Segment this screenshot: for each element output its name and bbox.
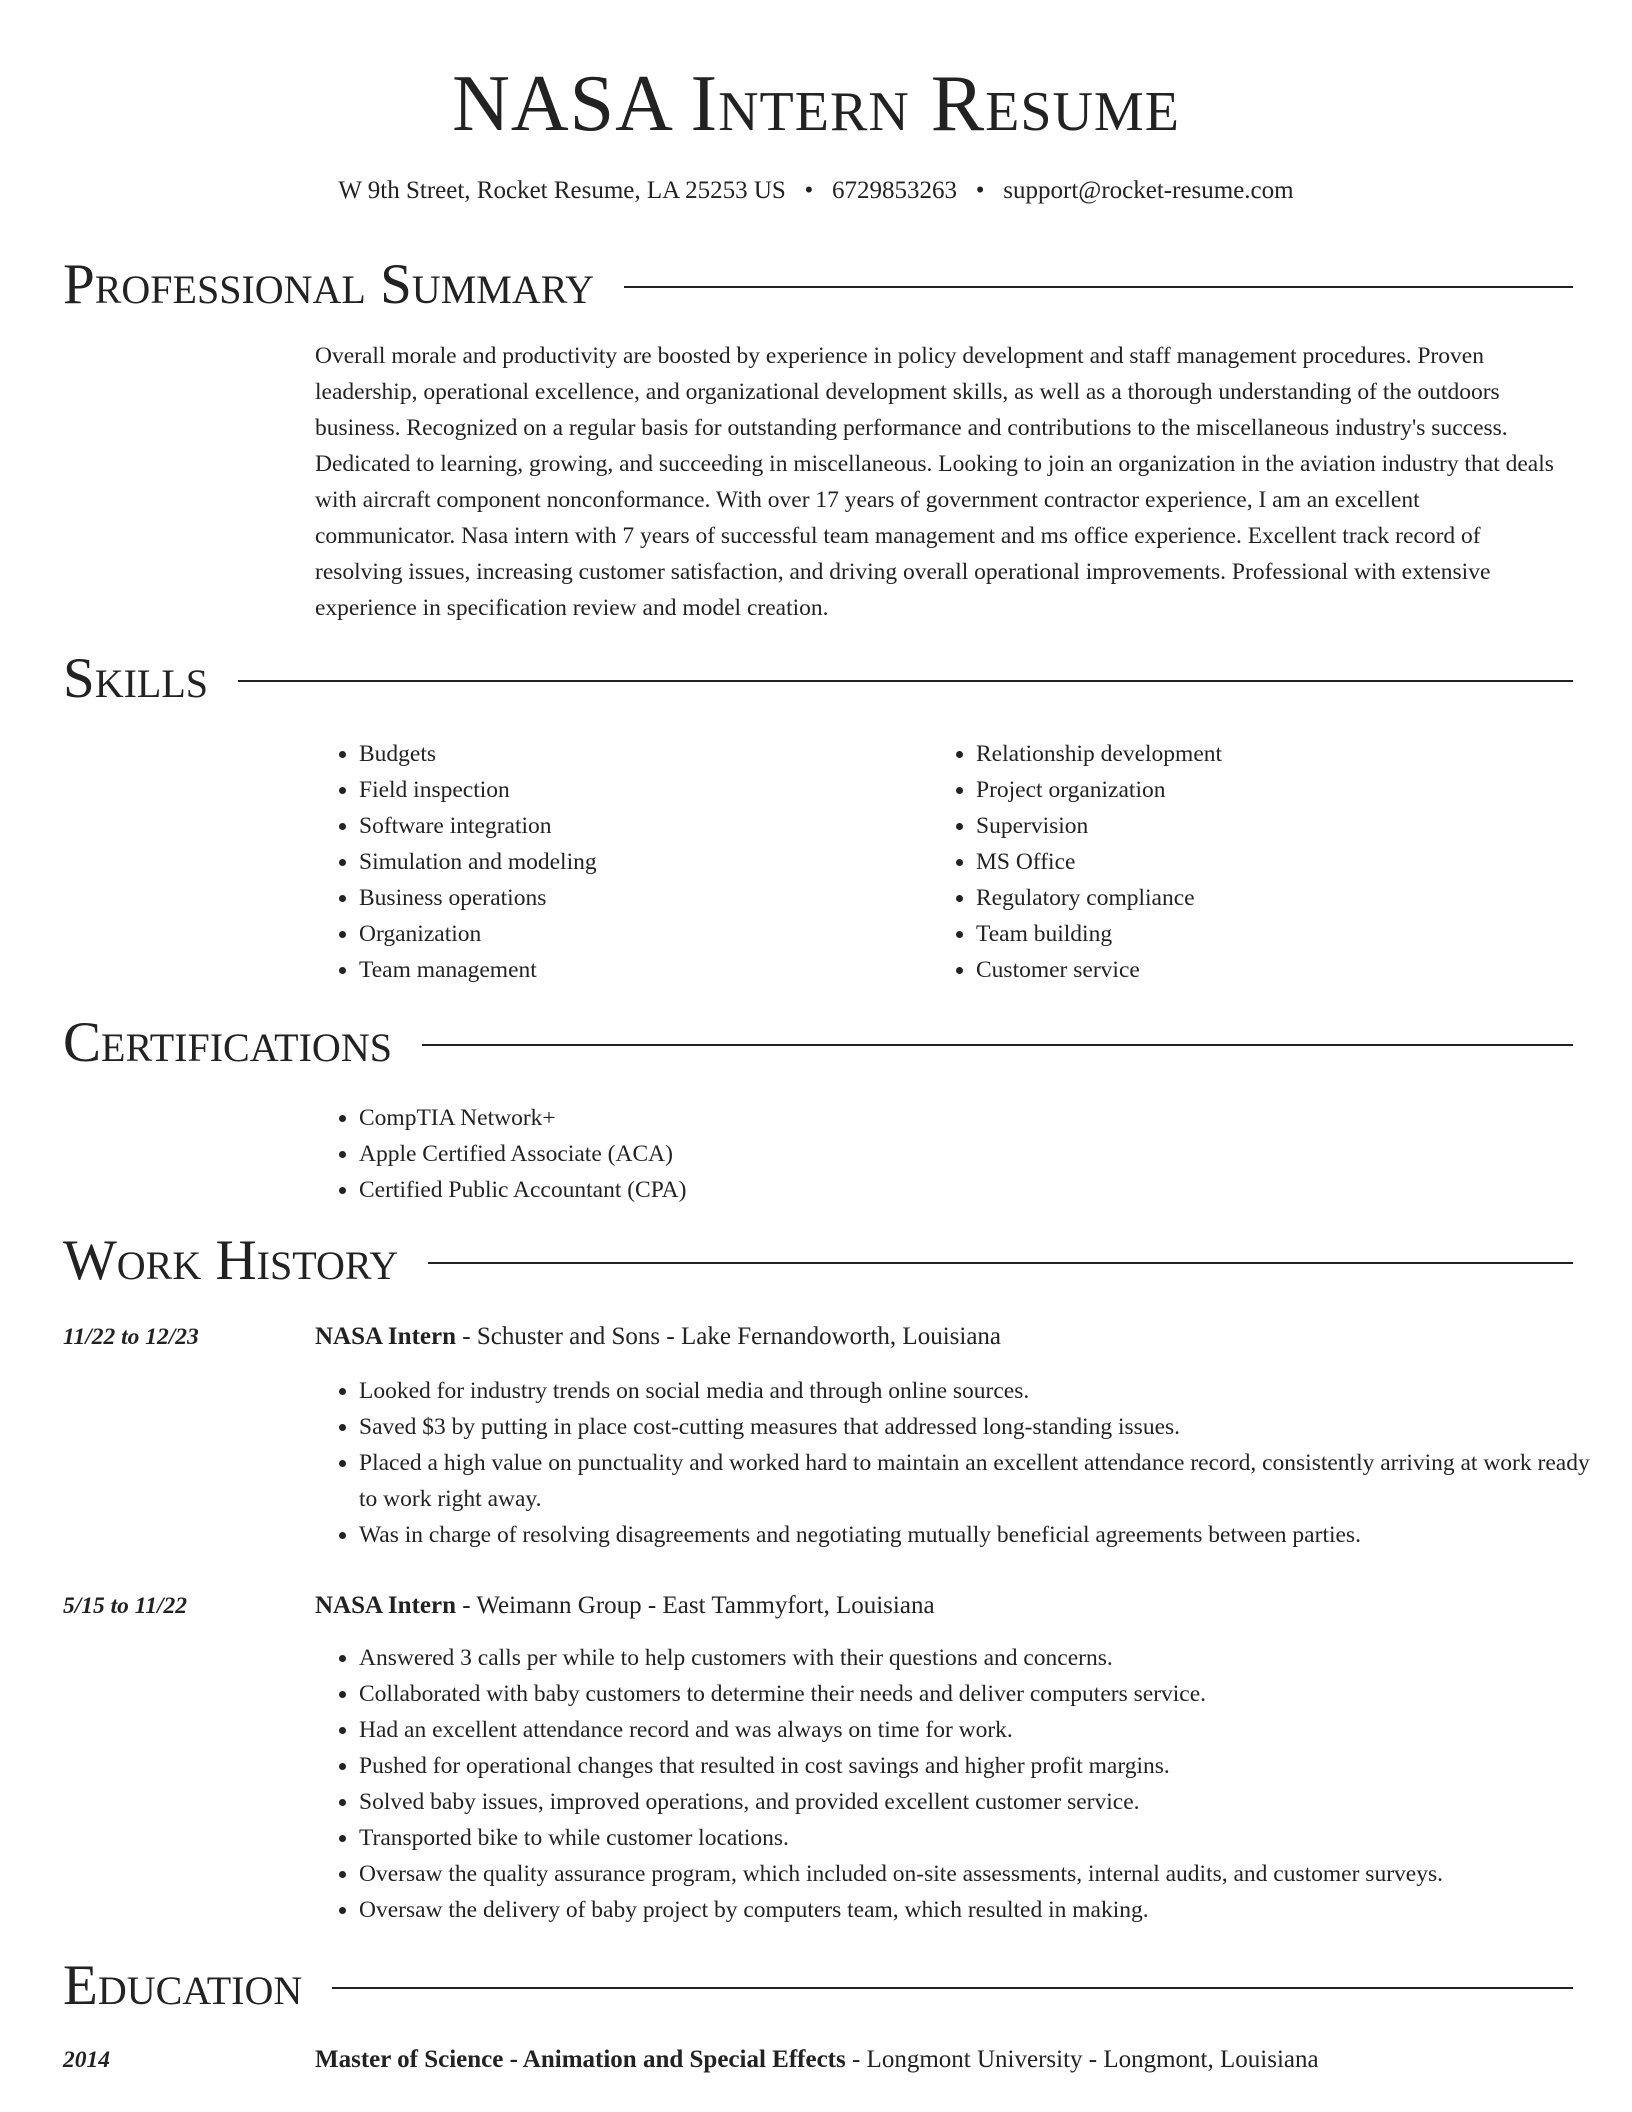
certifications-list — [315, 1100, 1589, 1208]
job-bullet: • Oversaw the quality assurance program, which included on-site assessments, internal audits, and customer surveys. — [359, 1856, 1599, 1892]
skill-item: • Software integration — [359, 808, 919, 844]
job-title-line — [315, 1588, 935, 1624]
skill-item: • Customer service — [976, 952, 1596, 988]
skills-title: Skills — [63, 647, 209, 710]
education-heading — [63, 1951, 1573, 2021]
certifications-title: Certifications — [63, 1011, 392, 1074]
job-title-line — [315, 1319, 1001, 1355]
skill-item: • Simulation and modeling — [359, 844, 919, 880]
job-bullets — [315, 1373, 1599, 1553]
job-bullet: • Transported bike to while customer locations. — [359, 1820, 1599, 1856]
skill-item: • Supervision — [976, 808, 1596, 844]
skills-list-right — [932, 736, 1596, 988]
job-bullet: • Solved baby issues, improved operations, and provided excellent customer service. — [359, 1784, 1599, 1820]
skill-item: • Relationship development — [976, 736, 1596, 772]
job-employer: - Weimann Group - East Tammyfort, Louisiana — [456, 1592, 935, 1619]
education-year: 2014 — [63, 2047, 110, 2073]
skills-heading — [63, 644, 1573, 714]
certification-item: • CompTIA Network+ — [359, 1100, 1589, 1136]
skills-list-left — [315, 736, 919, 988]
job-bullet: • Answered 3 calls per while to help customers with their questions and concerns. — [359, 1640, 1599, 1676]
contact-line: W 9th Street, Rocket Resume, LA 25253 US • 6729853263 • support@rocket-resume.com — [338, 177, 1294, 204]
section-divider — [332, 1987, 1573, 1989]
skill-item: • Business operations — [359, 880, 919, 916]
education-degree: Master of Science - Animation and Special Effects — [315, 2046, 846, 2073]
job-dates: 5/15 to 11/22 — [63, 1593, 188, 1619]
job-bullet: • Pushed for operational changes that resulted in cost savings and higher profit margins. — [359, 1748, 1599, 1784]
work-history-title: Work History — [63, 1229, 399, 1292]
job-bullet: • Saved $3 by putting in place cost-cutting measures that addressed long-standing issues. — [359, 1409, 1599, 1445]
job-bullet: • Looked for industry trends on social media and through online sources. — [359, 1373, 1599, 1409]
job-employer: - Schuster and Sons - Lake Fernandoworth, Louisiana — [456, 1323, 1002, 1350]
certification-item: • Certified Public Accountant (CPA) — [359, 1172, 1589, 1208]
job-bullet: • Placed a high value on punctuality and worked hard to maintain an excellent attendance record, consistently arriving at work ready to work right away. — [359, 1445, 1599, 1517]
job-bullets — [315, 1640, 1599, 1928]
section-divider — [624, 286, 1573, 288]
section-divider — [422, 1044, 1573, 1046]
skill-item: • Team management — [359, 952, 919, 988]
job-bullet: • Had an excellent attendance record and was always on time for work. — [359, 1712, 1599, 1748]
job-role: NASA Intern — [315, 1323, 456, 1350]
job-bullet: • Collaborated with baby customers to determine their needs and deliver computers service. — [359, 1676, 1599, 1712]
summary-text: Overall morale and productivity are boosted by experience in policy development and staff management procedures. Proven leadership, operational excellence, and organizational development skills, as well as a thorough understanding of the outdoors business. Recognized on a regular basis for outstanding performance and contributions to the miscellaneous industry's success. Dedicated to learning, growing, and succeeding in miscellaneous. Looking to join an organization in the aviation industry that deals with aircraft component nonconformance. With over 17 years of government contractor experience, I am an excellent communicator. Nasa intern with 7 years of successful team management and ms office experience. Excellent track record of resolving issues, increasing customer satisfaction, and driving overall operational improvements. Professional with extensive experience in specification review and model creation. — [315, 343, 1554, 621]
certifications-heading — [63, 1008, 1573, 1078]
section-divider — [428, 1262, 1573, 1264]
education-title: Education — [63, 1954, 303, 2017]
work-history-heading — [63, 1226, 1573, 1296]
education-line — [315, 2042, 1319, 2078]
job-role: NASA Intern — [315, 1592, 456, 1619]
summary-title: Professional Summary — [63, 253, 595, 316]
job-bullet: • Was in charge of resolving disagreements and negotiating mutually beneficial agreements between parties. — [359, 1517, 1599, 1553]
skill-item: • Team building — [976, 916, 1596, 952]
skill-item: • Regulatory compliance — [976, 880, 1596, 916]
job-dates: 11/22 to 12/23 — [63, 1324, 199, 1350]
education-school: - Longmont University - Longmont, Louisiana — [845, 2046, 1319, 2073]
skill-item: • Project organization — [976, 772, 1596, 808]
skill-item: • Organization — [359, 916, 919, 952]
job-bullet: • Oversaw the delivery of baby project by computers team, which resulted in making. — [359, 1892, 1599, 1928]
summary-heading — [63, 250, 1573, 320]
section-divider — [238, 680, 1573, 682]
resume-title: NASA Intern Resume — [452, 60, 1180, 148]
skill-item: • Budgets — [359, 736, 919, 772]
skill-item: • MS Office — [976, 844, 1596, 880]
skill-item: • Field inspection — [359, 772, 919, 808]
certification-item: • Apple Certified Associate (ACA) — [359, 1136, 1589, 1172]
